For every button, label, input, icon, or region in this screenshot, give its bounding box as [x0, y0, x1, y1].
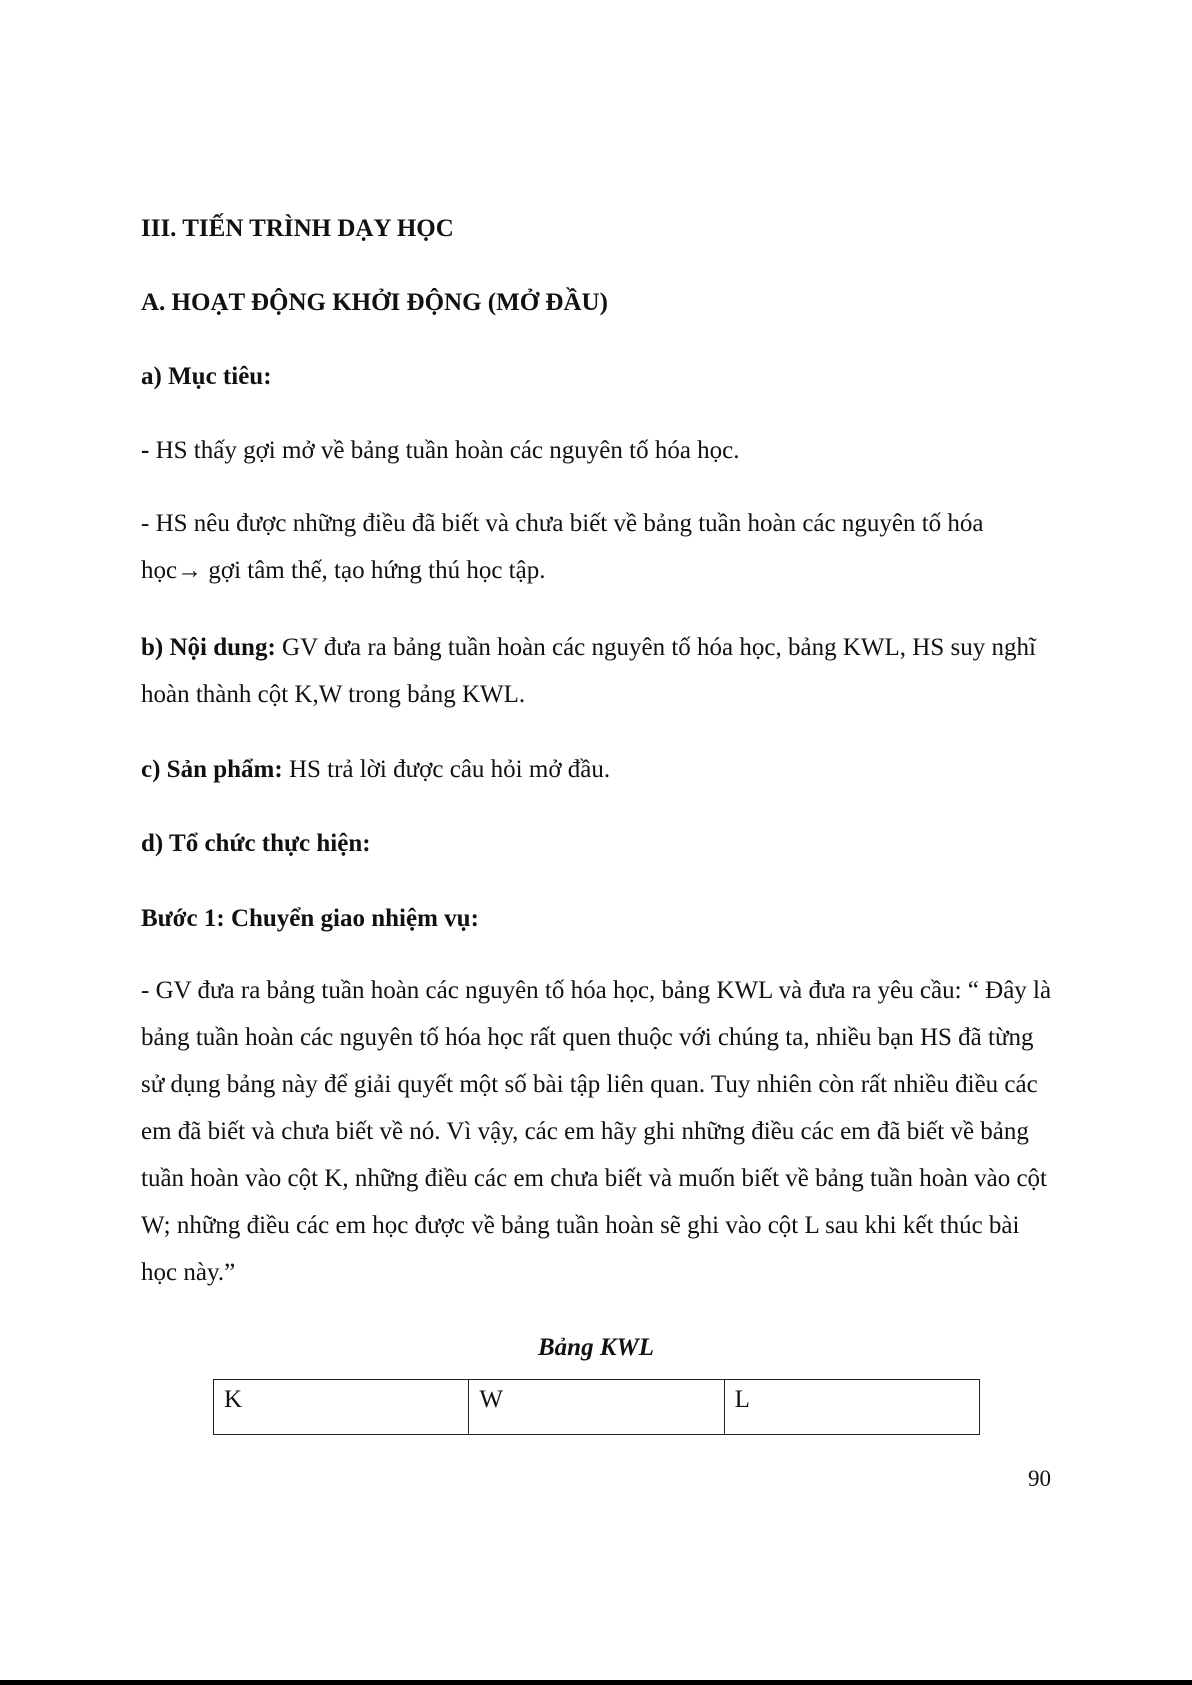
objective-item-1-dash: - [141, 437, 150, 464]
kwl-column-w: W [469, 1380, 724, 1435]
bottom-border [0, 1680, 1192, 1685]
content-paragraph [141, 624, 1061, 718]
objective-heading: a) Mục tiêu: [141, 363, 272, 390]
objective-item-1 [141, 435, 740, 467]
organize-heading: d) Tổ chức thực hiện: [141, 830, 371, 857]
content-text: GV đưa ra bảng tuần hoàn các nguyên tố hóa học, bảng KWL, HS suy nghĩ hoàn thành cột K,W trong bảng KWL. [141, 634, 1036, 708]
step1-paragraph: - GV đưa ra bảng tuần hoàn các nguyên tố hóa học, bảng KWL và đưa ra yêu cầu: “ Đây là bảng tuần hoàn các nguyên tố hóa học rất quen thuộc với chúng ta, nhiều bạn HS đã từng sử dụng bảng này để giải quyết một số bài tập liên quan. Tuy nhiên còn rất nhiều điều các em đã biết và chưa biết về nó. Vì vậy, các em hãy ghi những điều các em đã biết về bảng tuần hoàn vào cột K, những điều các em chưa biết và muốn biết về bảng tuần hoàn vào cột W; những điều các em học được về bảng tuần hoàn sẽ ghi vào cột L sau khi kết thúc bài học này.” [141, 977, 1052, 1286]
table-caption: Bảng KWL [537, 1334, 654, 1361]
step1-heading: Bước 1: Chuyển giao nhiệm vụ: [141, 905, 479, 932]
kwl-table [213, 1379, 980, 1435]
kwl-column-k: K [214, 1380, 469, 1435]
activity-title: A. HOẠT ĐỘNG KHỞI ĐỘNG (MỞ ĐẦU) [141, 289, 608, 316]
objective-item-1-text: HS thấy gợi mở về bảng tuần hoàn các nguyên tố hóa học. [149, 437, 740, 464]
section-title: III. TIẾN TRÌNH DẠY HỌC [141, 215, 454, 242]
product-heading: c) Sản phẩm: [141, 756, 283, 783]
product-text: HS trả lời được câu hỏi mở đầu. [282, 756, 611, 783]
content-heading: b) Nội dung: [141, 634, 276, 661]
page-number: 90 [1028, 1466, 1051, 1491]
kwl-column-l: L [724, 1380, 979, 1435]
product-paragraph [141, 754, 610, 786]
kwl-header-row [214, 1380, 980, 1435]
objective-item-2: - HS nêu được những điều đã biết và chưa biết về bảng tuần hoàn các nguyên tố hóa học→ gợi tâm thế, tạo hứng thú học tập. [141, 510, 984, 584]
